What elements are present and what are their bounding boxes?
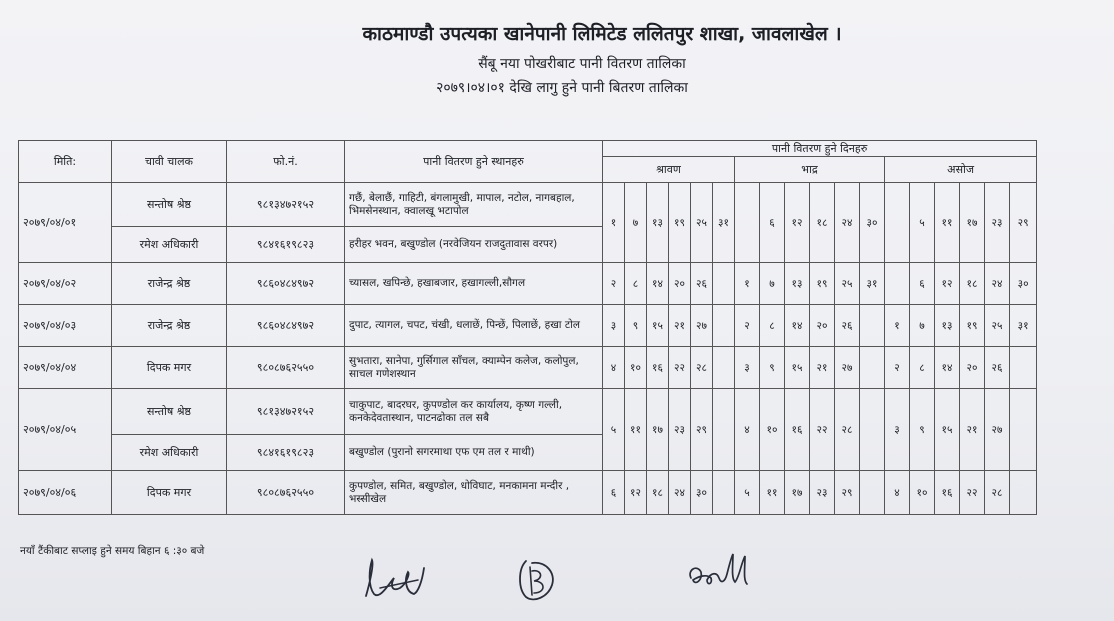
day-cell: ४ [735, 389, 760, 471]
day-cell: ८ [625, 263, 647, 305]
phone-number: ९८४१६१९८२३ [227, 227, 345, 263]
day-cell: ११ [935, 183, 960, 263]
day-cell [735, 183, 760, 263]
day-cell: ४ [885, 471, 910, 515]
day-cell: २ [603, 263, 625, 305]
day-cell: १३ [785, 263, 810, 305]
day-cell: ३ [603, 305, 625, 347]
row-date: २०७९/०४/०१ [19, 183, 112, 263]
day-cell: २० [669, 263, 691, 305]
month-header-bhadra: भाद्र [735, 157, 885, 183]
day-cell: ९ [625, 305, 647, 347]
effective-date-line: २०७९।०४।०१ देखि लागु हुने पानी बितरण तालिका [436, 80, 688, 96]
day-cell: १२ [935, 263, 960, 305]
day-cell [713, 389, 735, 471]
locations: हरीहर भवन, बखुण्डोल (नरवेजियन राजदुतावास वरपर) [345, 227, 603, 263]
day-cell: ३ [885, 389, 910, 471]
day-cell: २७ [691, 305, 713, 347]
locations: चाकुपाट, बादरघर, कुपण्डोल कर कार्यालय, कृष्ण गल्ली, कनकेदेवतास्थान, पाटनढोका तल सबै [345, 389, 603, 435]
day-cell: २३ [985, 183, 1010, 263]
day-cell: २६ [835, 305, 860, 347]
day-cell: ११ [625, 389, 647, 471]
month-header-shrawan: श्रावण [603, 157, 735, 183]
col-header-locations: पानी वितरण हुने स्थानहरु [345, 141, 603, 183]
day-cell: १२ [785, 183, 810, 263]
day-cell: २९ [835, 471, 860, 515]
day-cell: २८ [985, 471, 1010, 515]
valve-operator: दिपक मगर [112, 471, 227, 515]
day-cell [885, 263, 910, 305]
day-cell: २४ [835, 183, 860, 263]
day-cell: १ [603, 183, 625, 263]
col-header-operator: चावी चालक [112, 141, 227, 183]
day-cell: २४ [669, 471, 691, 515]
phone-number: ९८०८७६२५५० [227, 347, 345, 389]
valve-operator: राजेन्द्र श्रेष्ठ [112, 305, 227, 347]
table-row [19, 471, 1037, 515]
day-cell: १ [885, 305, 910, 347]
day-cell: २८ [691, 347, 713, 389]
day-cell: २५ [691, 183, 713, 263]
col-header-days: पानी वितरण हुने दिनहरु [603, 141, 1037, 157]
day-cell: ३० [691, 471, 713, 515]
day-cell: ३१ [1010, 305, 1037, 347]
day-cell [860, 305, 885, 347]
day-cell: २१ [810, 347, 835, 389]
phone-number: ९८०८७६२५५० [227, 471, 345, 515]
day-cell: २ [885, 347, 910, 389]
day-cell: ५ [603, 389, 625, 471]
phone-number: ९८६०४८४९७२ [227, 305, 345, 347]
day-cell [1010, 347, 1037, 389]
day-cell: १४ [935, 347, 960, 389]
locations: कुपण्डोल, समित, बखुण्डोल, धोविघाट, मनकामना मन्दीर , भस्सीखेल [345, 471, 603, 515]
day-cell [713, 263, 735, 305]
day-cell [713, 305, 735, 347]
page-title: काठमाण्डौ उपत्यका खानेपानी लिमिटेड ललितपुर शाखा, जावलाखेल । [362, 23, 842, 45]
valve-operator: रमेश अधिकारी [112, 435, 227, 471]
locations: दुपाट, त्यागल, चपट, चंखी, धलाछें, पिन्छें, पिलाछें, हखा टोल [345, 305, 603, 347]
table-row [19, 347, 1037, 389]
month-header-asoj: असोज [885, 157, 1037, 183]
day-cell: २६ [985, 347, 1010, 389]
valve-operator: सन्तोष श्रेष्ठ [112, 183, 227, 227]
day-cell: १७ [960, 183, 985, 263]
day-cell [713, 347, 735, 389]
day-cell: १० [910, 471, 935, 515]
day-cell: २९ [691, 389, 713, 471]
row-date: २०७९/०४/०३ [19, 305, 112, 347]
day-cell: १९ [669, 183, 691, 263]
day-cell: ५ [735, 471, 760, 515]
valve-operator: दिपक मगर [112, 347, 227, 389]
day-cell: १३ [647, 183, 669, 263]
day-cell: १३ [935, 305, 960, 347]
table-row [19, 263, 1037, 305]
day-cell: २० [810, 305, 835, 347]
day-cell: १९ [810, 263, 835, 305]
day-cell: २२ [810, 389, 835, 471]
day-cell [885, 183, 910, 263]
day-cell [860, 471, 885, 515]
page-subtitle: सैंबू नया पोखरीबाट पानी वितरण तालिका [478, 56, 686, 72]
row-date: २०७९/०४/०४ [19, 347, 112, 389]
day-cell [860, 389, 885, 471]
day-cell: १९ [960, 305, 985, 347]
day-cell: २४ [985, 263, 1010, 305]
day-cell: २२ [669, 347, 691, 389]
day-cell: २८ [835, 389, 860, 471]
day-cell: २५ [985, 305, 1010, 347]
phone-number: ९८६०४८४९७२ [227, 263, 345, 305]
day-cell: ८ [760, 305, 785, 347]
day-cell: ११ [760, 471, 785, 515]
day-cell: १५ [647, 305, 669, 347]
table-row [19, 305, 1037, 347]
supply-time-note: नयाँ टैंकीबाट सप्लाइ हुने समय बिहान ६ :३० बजे [20, 545, 205, 557]
day-cell: २५ [835, 263, 860, 305]
day-cell: २७ [835, 347, 860, 389]
day-cell: ३१ [713, 183, 735, 263]
day-cell: ६ [603, 471, 625, 515]
day-cell: ३ [735, 347, 760, 389]
day-cell: १८ [647, 471, 669, 515]
day-cell: २ [735, 305, 760, 347]
valve-operator: रमेश अधिकारी [112, 227, 227, 263]
valve-operator: सन्तोष श्रेष्ठ [112, 389, 227, 435]
row-date: २०७९/०४/०६ [19, 471, 112, 515]
day-cell: १४ [647, 263, 669, 305]
day-cell: ३० [860, 183, 885, 263]
day-cell: २७ [985, 389, 1010, 471]
locations: च्यासल, खपिन्छे, हखाबजार, हखागल्ली,सौगल [345, 263, 603, 305]
valve-operator: राजेन्द्र श्रेष्ठ [112, 263, 227, 305]
day-cell: १६ [785, 389, 810, 471]
day-cell: १६ [935, 471, 960, 515]
day-cell: १६ [647, 347, 669, 389]
day-cell: ९ [910, 389, 935, 471]
day-cell: ६ [760, 183, 785, 263]
locations: बखुण्डोल (पुरानो सगरमाथा एफ एम तल र माथी) [345, 435, 603, 471]
day-cell [713, 471, 735, 515]
day-cell: १५ [785, 347, 810, 389]
signature-3 [685, 548, 755, 596]
locations: सुभतारा, सानेपा, गुर्सिगाल साँचल, क्याम्पेन कलेज, कलोपुल, साचल गणेशस्थान [345, 347, 603, 389]
day-cell: २१ [669, 305, 691, 347]
signature-1 [360, 552, 430, 604]
row-date: २०७९/०४/०२ [19, 263, 112, 305]
day-cell: १७ [785, 471, 810, 515]
day-cell: १० [625, 347, 647, 389]
day-cell: २३ [669, 389, 691, 471]
day-cell: २२ [960, 471, 985, 515]
day-cell: १७ [647, 389, 669, 471]
row-date: २०७९/०४/०५ [19, 389, 112, 471]
day-cell: १५ [935, 389, 960, 471]
day-cell: ३१ [860, 263, 885, 305]
table-row [19, 183, 1037, 227]
day-cell [1010, 471, 1037, 515]
col-header-phone: फो.नं. [227, 141, 345, 183]
phone-number: ९८१३४७२१५२ [227, 183, 345, 227]
day-cell: ७ [625, 183, 647, 263]
day-cell: ९ [760, 347, 785, 389]
day-cell: १२ [625, 471, 647, 515]
col-header-date: मिति: [19, 141, 112, 183]
day-cell: १४ [785, 305, 810, 347]
day-cell: ८ [910, 347, 935, 389]
day-cell [1010, 389, 1037, 471]
locations: गछैं, बेलाछैं, गाहिटी, बंगलामुखी, मापाल, नटोल, नागबहाल, भिमसेनस्थान, क्वालखू भटापोल [345, 183, 603, 227]
distribution-schedule-table [18, 140, 1037, 515]
day-cell: ४ [603, 347, 625, 389]
day-cell [860, 347, 885, 389]
day-cell: ३० [1010, 263, 1037, 305]
day-cell: १८ [810, 183, 835, 263]
day-cell: २१ [960, 389, 985, 471]
day-cell: ७ [910, 305, 935, 347]
phone-number: ९८४१६१९८२३ [227, 435, 345, 471]
phone-number: ९८१३४७२१५२ [227, 389, 345, 435]
day-cell: ५ [910, 183, 935, 263]
day-cell: २६ [691, 263, 713, 305]
day-cell: ७ [760, 263, 785, 305]
day-cell: १ [735, 263, 760, 305]
day-cell: १० [760, 389, 785, 471]
signature-2 [512, 553, 562, 603]
day-cell: १८ [960, 263, 985, 305]
day-cell: २३ [810, 471, 835, 515]
day-cell: २० [960, 347, 985, 389]
day-cell: ६ [910, 263, 935, 305]
table-row [19, 389, 1037, 435]
day-cell: २९ [1010, 183, 1037, 263]
